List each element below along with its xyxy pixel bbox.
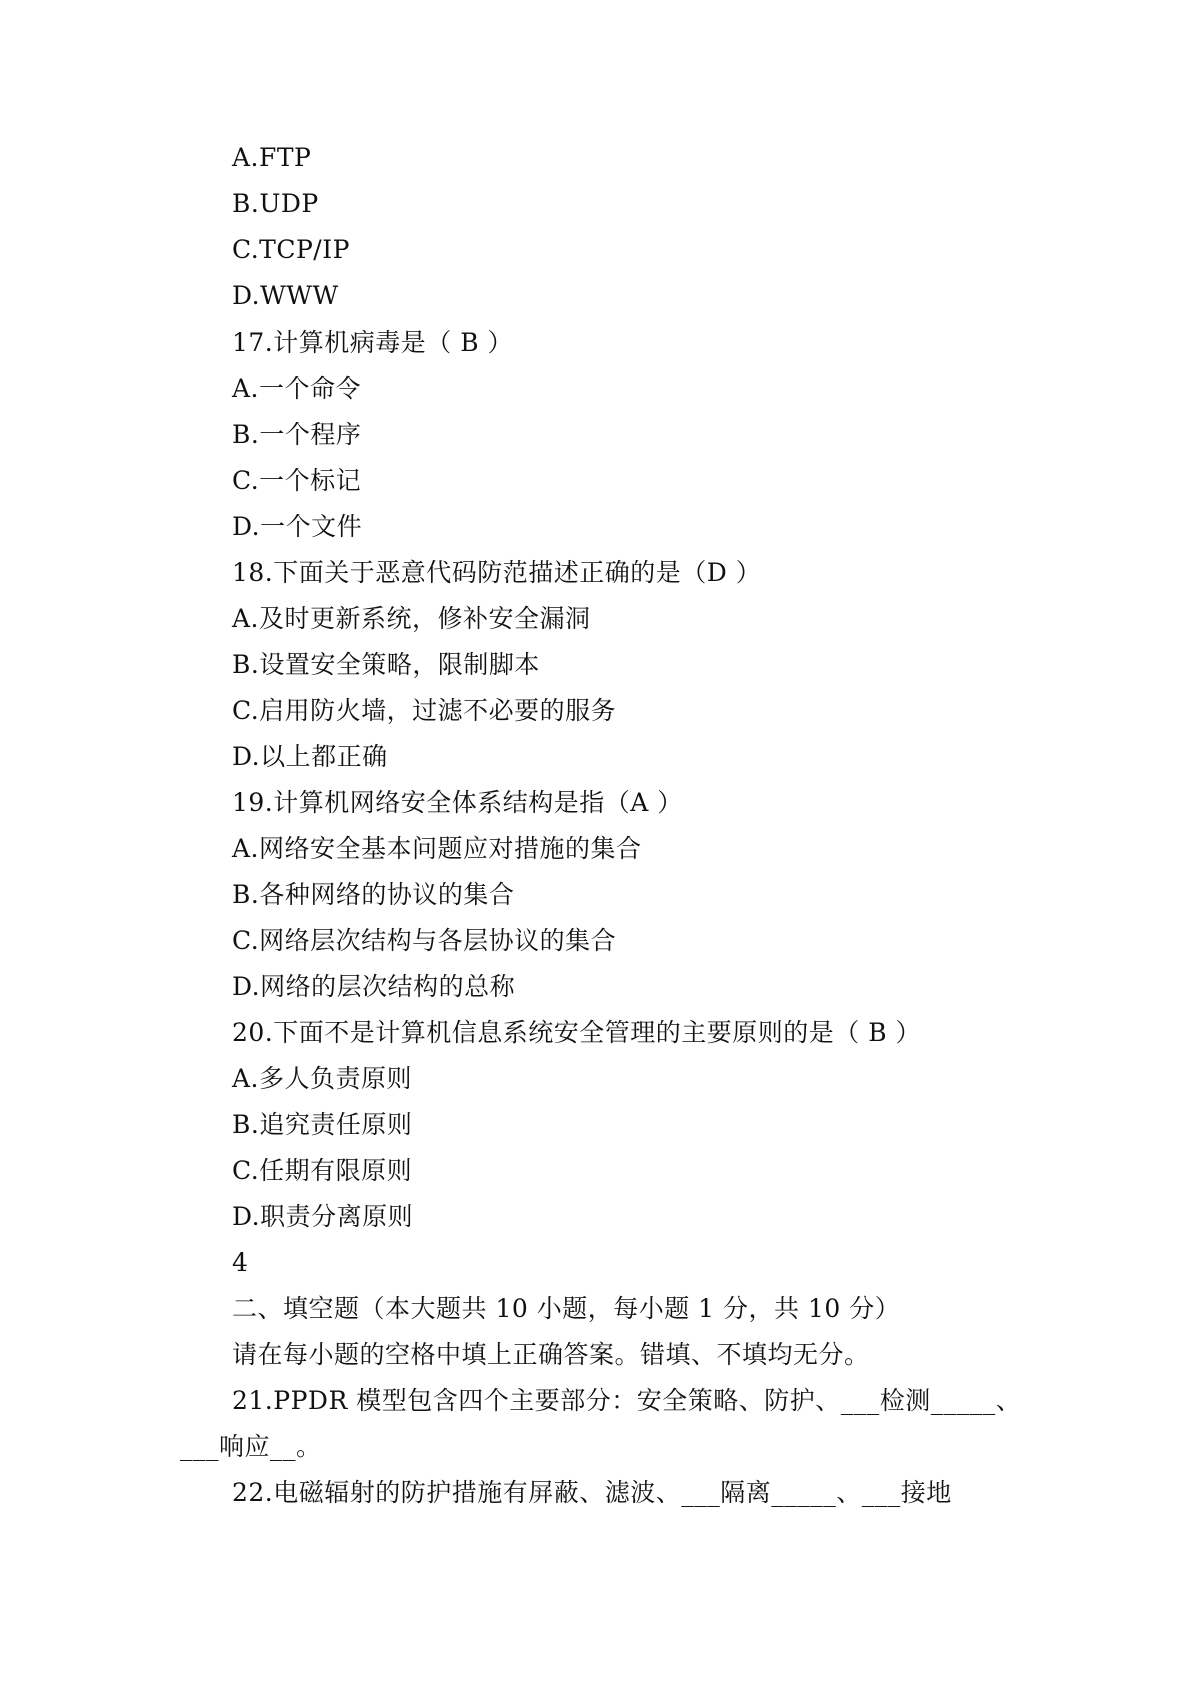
q20-option-d: D.职责分离原则 (232, 1202, 414, 1231)
q18-option-c: C.启用防火墙，过滤不必要的服务 (232, 696, 617, 725)
q19-option-b: B.各种网络的协议的集合 (232, 880, 515, 909)
q18-option-a: A.及时更新系统，修补安全漏洞 (232, 604, 591, 633)
section-heading-fill-in: 二、填空题（本大题共 10 小题，每小题 1 分，共 10 分） (232, 1294, 901, 1323)
question-18: 18.下面关于恶意代码防范描述正确的是（D ） (232, 558, 762, 587)
page-number: 4 (232, 1248, 249, 1277)
question-19: 19.计算机网络安全体系结构是指（A ） (232, 788, 683, 817)
section-instructions: 请在每小题的空格中填上正确答案。错填、不填均无分。 (232, 1340, 870, 1369)
question-17: 17.计算机病毒是（ B ） (232, 328, 514, 357)
q17-option-c: C.一个标记 (232, 466, 362, 495)
q18-option-d: D.以上都正确 (232, 742, 388, 771)
q17-option-b: B.一个程序 (232, 420, 362, 449)
option-d-www: D.WWW (232, 281, 339, 310)
q20-option-a: A.多人负责原则 (232, 1064, 413, 1093)
q17-option-a: A.一个命令 (232, 374, 362, 403)
q17-option-d: D.一个文件 (232, 512, 363, 541)
question-22: 22.电磁辐射的防护措施有屏蔽、滤波、___隔离_____、___接地 (232, 1478, 952, 1507)
question-20: 20.下面不是计算机信息系统安全管理的主要原则的是（ B ） (232, 1018, 922, 1047)
q19-option-c: C.网络层次结构与各层协议的集合 (232, 926, 617, 955)
option-a-ftp: A.FTP (232, 143, 312, 172)
option-c-tcpip: C.TCP/IP (232, 235, 350, 264)
q19-option-a: A.网络安全基本问题应对措施的集合 (232, 834, 642, 863)
question-21: 21.PPDR 模型包含四个主要部分：安全策略、防护、___检测_____、 (232, 1386, 1022, 1415)
question-21-continued: ___响应__。 (180, 1432, 322, 1461)
option-b-udp: B.UDP (232, 189, 319, 218)
q19-option-d: D.网络的层次结构的总称 (232, 972, 516, 1001)
q20-option-b: B.追究责任原则 (232, 1110, 413, 1139)
q20-option-c: C.任期有限原则 (232, 1156, 413, 1185)
q18-option-b: B.设置安全策略，限制脚本 (232, 650, 540, 679)
